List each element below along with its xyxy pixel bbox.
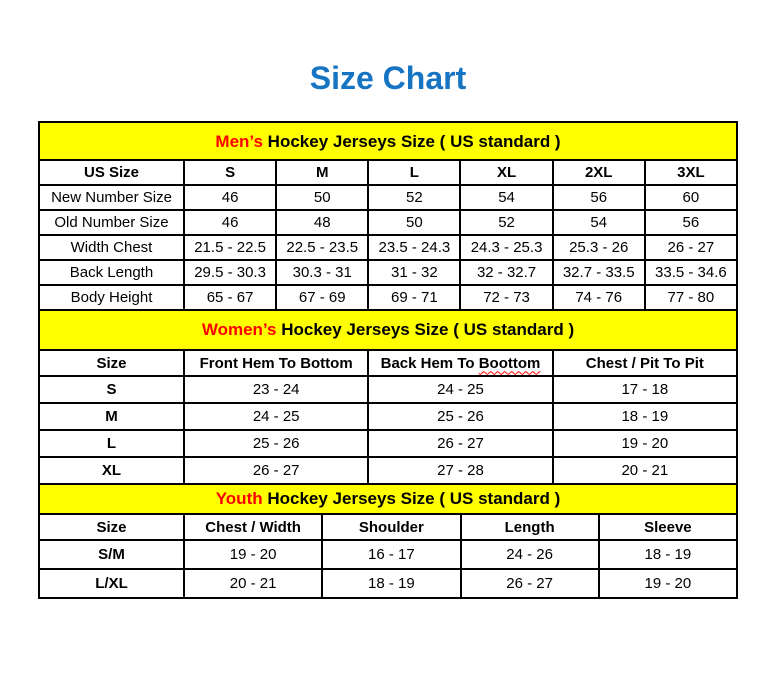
value-cell: 29.5 - 30.3 xyxy=(184,260,276,285)
mens-header-highlight: Men’s xyxy=(215,132,263,151)
value-cell: 25 - 26 xyxy=(368,403,552,430)
table-row xyxy=(39,185,737,210)
value-cell: 20 - 21 xyxy=(553,457,737,484)
value-cell: 26 - 27 xyxy=(461,569,599,598)
table-row xyxy=(39,540,737,569)
value-cell: 19 - 20 xyxy=(553,430,737,457)
table-row xyxy=(39,285,737,310)
column-header: Sleeve xyxy=(599,514,737,540)
row-label: Back Length xyxy=(39,260,184,285)
mens-size-table xyxy=(38,159,738,311)
youth-size-table xyxy=(38,513,738,599)
row-label: XL xyxy=(39,457,184,484)
value-cell: 56 xyxy=(553,185,645,210)
value-cell: 74 - 76 xyxy=(553,285,645,310)
value-cell: 24 - 25 xyxy=(368,376,552,403)
youth-header-highlight: Youth xyxy=(215,489,263,508)
value-cell: 19 - 20 xyxy=(599,569,737,598)
column-header-row xyxy=(39,350,737,376)
value-cell: 67 - 69 xyxy=(276,285,368,310)
value-cell: 25 - 26 xyxy=(184,430,368,457)
value-cell: 31 - 32 xyxy=(368,260,460,285)
womens-section-header xyxy=(38,311,738,349)
value-cell: 54 xyxy=(553,210,645,235)
value-cell: 23 - 24 xyxy=(184,376,368,403)
column-header-row xyxy=(39,514,737,540)
column-header: Front Hem To Bottom xyxy=(184,350,368,376)
value-cell: 46 xyxy=(184,185,276,210)
value-cell: 50 xyxy=(276,185,368,210)
column-header: Size xyxy=(39,350,184,376)
value-cell: 46 xyxy=(184,210,276,235)
column-header: Chest / Pit To Pit xyxy=(553,350,737,376)
womens-size-table xyxy=(38,349,738,485)
row-label: L/XL xyxy=(39,569,184,598)
value-cell: 52 xyxy=(368,185,460,210)
value-cell: 60 xyxy=(645,185,737,210)
row-label: Old Number Size xyxy=(39,210,184,235)
value-cell: 17 - 18 xyxy=(553,376,737,403)
table-row xyxy=(39,569,737,598)
value-cell: 56 xyxy=(645,210,737,235)
youth-header-text: Hockey Jerseys Size ( US standard ) xyxy=(262,489,561,508)
column-header: Size xyxy=(39,514,184,540)
value-cell: 18 - 19 xyxy=(599,540,737,569)
row-label: S xyxy=(39,376,184,403)
value-cell: 77 - 80 xyxy=(645,285,737,310)
value-cell: 18 - 19 xyxy=(322,569,460,598)
column-header: Shoulder xyxy=(322,514,460,540)
table-row xyxy=(39,235,737,260)
row-label: S/M xyxy=(39,540,184,569)
value-cell: 30.3 - 31 xyxy=(276,260,368,285)
column-header: M xyxy=(276,160,368,185)
value-cell: 27 - 28 xyxy=(368,457,552,484)
row-label: L xyxy=(39,430,184,457)
column-header: Chest / Width xyxy=(184,514,322,540)
value-cell: 54 xyxy=(460,185,552,210)
table-row xyxy=(39,376,737,403)
value-cell: 21.5 - 22.5 xyxy=(184,235,276,260)
value-cell: 32.7 - 33.5 xyxy=(553,260,645,285)
value-cell: 25.3 - 26 xyxy=(553,235,645,260)
value-cell: 20 - 21 xyxy=(184,569,322,598)
value-cell: 24 - 25 xyxy=(184,403,368,430)
table-row xyxy=(39,210,737,235)
value-cell: 50 xyxy=(368,210,460,235)
table-row xyxy=(39,260,737,285)
row-label: M xyxy=(39,403,184,430)
value-cell: 69 - 71 xyxy=(368,285,460,310)
value-cell: 22.5 - 23.5 xyxy=(276,235,368,260)
column-header: 3XL xyxy=(645,160,737,185)
row-label: New Number Size xyxy=(39,185,184,210)
womens-header-text: Hockey Jerseys Size ( US standard ) xyxy=(276,320,575,339)
value-cell: 48 xyxy=(276,210,368,235)
column-header: Length xyxy=(461,514,599,540)
column-header: 2XL xyxy=(553,160,645,185)
value-cell: 16 - 17 xyxy=(322,540,460,569)
size-chart xyxy=(38,121,738,599)
page-title: Size Chart xyxy=(309,60,467,96)
value-cell: 72 - 73 xyxy=(460,285,552,310)
value-cell: 32 - 32.7 xyxy=(460,260,552,285)
value-cell: 26 - 27 xyxy=(184,457,368,484)
misspelled-word: Boottom xyxy=(478,354,541,372)
column-header: S xyxy=(184,160,276,185)
value-cell: 65 - 67 xyxy=(184,285,276,310)
table-row xyxy=(39,457,737,484)
row-label: Width Chest xyxy=(39,235,184,260)
mens-section-header xyxy=(38,121,738,159)
column-header: Back Hem To Boottom xyxy=(368,350,552,376)
table-row xyxy=(39,403,737,430)
value-cell: 23.5 - 24.3 xyxy=(368,235,460,260)
value-cell: 26 - 27 xyxy=(368,430,552,457)
mens-header-text: Hockey Jerseys Size ( US standard ) xyxy=(262,132,561,151)
value-cell: 33.5 - 34.6 xyxy=(645,260,737,285)
column-header-row xyxy=(39,160,737,185)
table-row xyxy=(39,430,737,457)
column-header: US Size xyxy=(39,160,184,185)
value-cell: 24 - 26 xyxy=(461,540,599,569)
column-header: L xyxy=(368,160,460,185)
value-cell: 26 - 27 xyxy=(645,235,737,260)
value-cell: 52 xyxy=(460,210,552,235)
value-cell: 19 - 20 xyxy=(184,540,322,569)
youth-section-header xyxy=(38,485,738,513)
value-cell: 18 - 19 xyxy=(553,403,737,430)
value-cell: 24.3 - 25.3 xyxy=(460,235,552,260)
row-label: Body Height xyxy=(39,285,184,310)
column-header: XL xyxy=(460,160,552,185)
womens-header-highlight: Women’s xyxy=(201,320,277,339)
